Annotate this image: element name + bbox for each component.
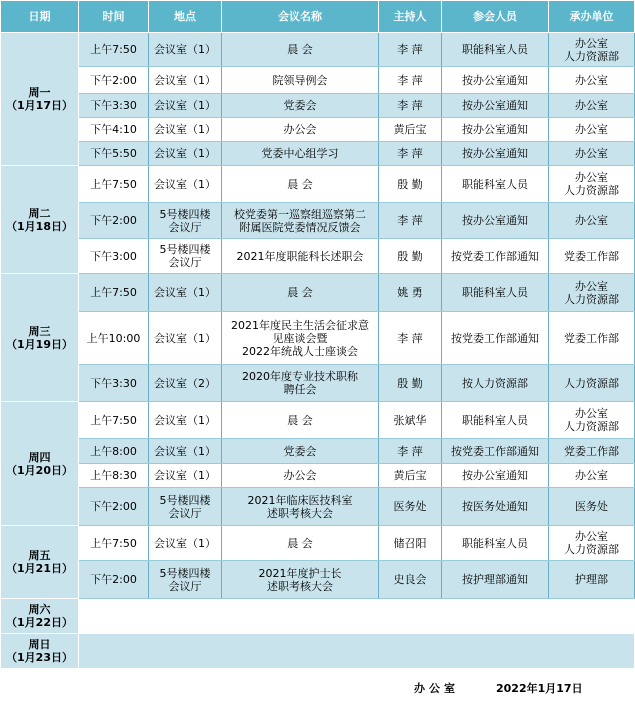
day-cell: 周六 （1月22日） (1, 599, 79, 634)
table-row (1, 203, 635, 239)
meeting-name-cell: 晨 会 (222, 33, 379, 67)
meeting-name-cell: 党委中心组学习 (222, 142, 379, 166)
organizer-cell: 人力资源部 (549, 365, 635, 402)
table-row (1, 599, 635, 634)
place-cell: 会议室（1） (149, 166, 222, 203)
host-cell: 李 萍 (379, 312, 442, 365)
organizer-cell: 办公室 (549, 203, 635, 239)
place-cell: 会议室（2） (149, 365, 222, 402)
table-row (1, 312, 635, 365)
meeting-name-cell: 2021年度护士长 述职考核大会 (222, 561, 379, 599)
place-cell: 会议室（1） (149, 526, 222, 561)
organizer-cell: 办公室 (549, 118, 635, 142)
meeting-name-cell: 2021年临床医技科室 述职考核大会 (222, 488, 379, 526)
attendees-cell: 职能科室人员 (442, 402, 549, 439)
place-cell: 会议室（1） (149, 33, 222, 67)
header-meeting-name: 会议名称 (222, 1, 379, 33)
table-row (1, 274, 635, 312)
place-cell: 5号楼四楼 会议厅 (149, 488, 222, 526)
table-row (1, 464, 635, 488)
table-row (1, 365, 635, 402)
host-cell: 李 萍 (379, 94, 442, 118)
organizer-cell: 办公室 人力资源部 (549, 402, 635, 439)
organizer-cell: 护理部 (549, 561, 635, 599)
meeting-name-cell: 院领导例会 (222, 67, 379, 94)
table-row (1, 488, 635, 526)
host-cell: 黄后宝 (379, 464, 442, 488)
time-cell: 上午7:50 (79, 526, 149, 561)
place-cell: 5号楼四楼 会议厅 (149, 561, 222, 599)
meeting-name-cell: 党委会 (222, 94, 379, 118)
host-cell: 李 萍 (379, 142, 442, 166)
attendees-cell: 职能科室人员 (442, 33, 549, 67)
day-cell: 周五 （1月21日） (1, 526, 79, 599)
attendees-cell: 按办公室通知 (442, 203, 549, 239)
footer (0, 680, 635, 696)
time-cell: 上午7:50 (79, 166, 149, 203)
place-cell: 会议室（1） (149, 118, 222, 142)
time-cell: 下午3:00 (79, 239, 149, 274)
meeting-name-cell: 2021年度职能科长述职会 (222, 239, 379, 274)
footer-date: 2022年1月17日 (496, 682, 583, 695)
host-cell: 史良会 (379, 561, 442, 599)
table-row (1, 67, 635, 94)
host-cell: 李 萍 (379, 439, 442, 464)
meeting-name-cell: 晨 会 (222, 274, 379, 312)
table-row (1, 402, 635, 439)
header-time: 时间 (79, 1, 149, 33)
attendees-cell: 按办公室通知 (442, 67, 549, 94)
time-cell: 下午5:50 (79, 142, 149, 166)
table-row (1, 634, 635, 669)
place-cell: 会议室（1） (149, 464, 222, 488)
attendees-cell: 按护理部通知 (442, 561, 549, 599)
meeting-name-cell: 晨 会 (222, 526, 379, 561)
table-row (1, 439, 635, 464)
meeting-name-cell: 校党委第一巡察组巡察第二 附属医院党委情况反馈会 (222, 203, 379, 239)
time-cell: 下午2:00 (79, 67, 149, 94)
attendees-cell: 按党委工作部通知 (442, 439, 549, 464)
attendees-cell: 按办公室通知 (442, 142, 549, 166)
organizer-cell: 办公室 (549, 464, 635, 488)
host-cell: 李 萍 (379, 33, 442, 67)
organizer-cell: 办公室 (549, 94, 635, 118)
host-cell: 黄后宝 (379, 118, 442, 142)
empty-day-cell (79, 634, 635, 669)
organizer-cell: 办公室 人力资源部 (549, 274, 635, 312)
time-cell: 下午3:30 (79, 365, 149, 402)
time-cell: 下午3:30 (79, 94, 149, 118)
place-cell: 会议室（1） (149, 94, 222, 118)
time-cell: 上午8:30 (79, 464, 149, 488)
place-cell: 会议室（1） (149, 439, 222, 464)
place-cell: 会议室（1） (149, 142, 222, 166)
time-cell: 上午7:50 (79, 402, 149, 439)
table-row (1, 239, 635, 274)
organizer-cell: 党委工作部 (549, 239, 635, 274)
header-date: 日期 (1, 1, 79, 33)
table-row (1, 526, 635, 561)
host-cell: 储召阳 (379, 526, 442, 561)
header-host: 主持人 (379, 1, 442, 33)
meeting-name-cell: 党委会 (222, 439, 379, 464)
host-cell: 医务处 (379, 488, 442, 526)
organizer-cell: 办公室 人力资源部 (549, 166, 635, 203)
attendees-cell: 按人力资源部 (442, 365, 549, 402)
organizer-cell: 办公室 (549, 142, 635, 166)
host-cell: 殷 勤 (379, 365, 442, 402)
table-row (1, 166, 635, 203)
time-cell: 上午7:50 (79, 33, 149, 67)
footer-office: 办公室 (414, 682, 459, 695)
meeting-name-cell: 2020年度专业技术职称 聘任会 (222, 365, 379, 402)
host-cell: 张斌华 (379, 402, 442, 439)
host-cell: 殷 勤 (379, 239, 442, 274)
time-cell: 上午8:00 (79, 439, 149, 464)
time-cell: 上午7:50 (79, 274, 149, 312)
header-organizer: 承办单位 (549, 1, 635, 33)
meeting-name-cell: 办公会 (222, 118, 379, 142)
header-row (1, 1, 635, 33)
day-cell: 周一 （1月17日） (1, 33, 79, 166)
day-cell: 周四 （1月20日） (1, 402, 79, 526)
schedule-body (1, 33, 635, 669)
attendees-cell: 职能科室人员 (442, 274, 549, 312)
time-cell: 下午2:00 (79, 488, 149, 526)
organizer-cell: 党委工作部 (549, 312, 635, 365)
meeting-name-cell: 晨 会 (222, 166, 379, 203)
table-row (1, 118, 635, 142)
empty-day-cell (79, 599, 635, 634)
time-cell: 上午10:00 (79, 312, 149, 365)
attendees-cell: 按党委工作部通知 (442, 239, 549, 274)
table-row (1, 94, 635, 118)
attendees-cell: 按办公室通知 (442, 464, 549, 488)
place-cell: 5号楼四楼 会议厅 (149, 203, 222, 239)
attendees-cell: 按党委工作部通知 (442, 312, 549, 365)
organizer-cell: 办公室 (549, 67, 635, 94)
place-cell: 5号楼四楼 会议厅 (149, 239, 222, 274)
place-cell: 会议室（1） (149, 312, 222, 365)
attendees-cell: 职能科室人员 (442, 166, 549, 203)
day-cell: 周二 （1月18日） (1, 166, 79, 274)
day-cell: 周三 （1月19日） (1, 274, 79, 402)
place-cell: 会议室（1） (149, 274, 222, 312)
host-cell: 李 萍 (379, 67, 442, 94)
attendees-cell: 按医务处通知 (442, 488, 549, 526)
meeting-name-cell: 2021年度民主生活会征求意 见座谈会暨 2022年统战人士座谈会 (222, 312, 379, 365)
attendees-cell: 按办公室通知 (442, 118, 549, 142)
host-cell: 姚 勇 (379, 274, 442, 312)
meeting-name-cell: 晨 会 (222, 402, 379, 439)
host-cell: 殷 勤 (379, 166, 442, 203)
time-cell: 下午2:00 (79, 561, 149, 599)
attendees-cell: 职能科室人员 (442, 526, 549, 561)
organizer-cell: 办公室 人力资源部 (549, 526, 635, 561)
day-cell: 周日 （1月23日） (1, 634, 79, 669)
meeting-name-cell: 办公会 (222, 464, 379, 488)
organizer-cell: 党委工作部 (549, 439, 635, 464)
organizer-cell: 办公室 人力资源部 (549, 33, 635, 67)
organizer-cell: 医务处 (549, 488, 635, 526)
table-row (1, 33, 635, 67)
place-cell: 会议室（1） (149, 67, 222, 94)
table-row (1, 142, 635, 166)
attendees-cell: 按办公室通知 (442, 94, 549, 118)
header-place: 地点 (149, 1, 222, 33)
header-attendees: 参会人员 (442, 1, 549, 33)
time-cell: 下午2:00 (79, 203, 149, 239)
place-cell: 会议室（1） (149, 402, 222, 439)
table-row (1, 561, 635, 599)
host-cell: 李 萍 (379, 203, 442, 239)
time-cell: 下午4:10 (79, 118, 149, 142)
